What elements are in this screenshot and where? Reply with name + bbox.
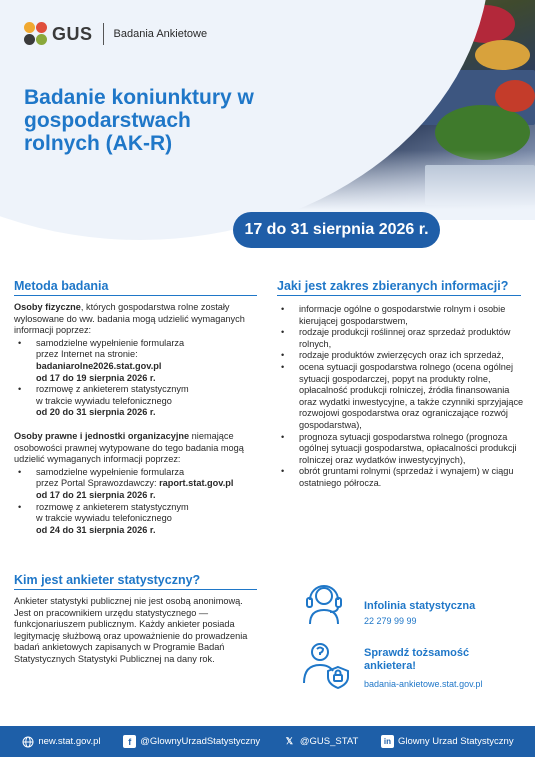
list-item: • samodzielne wypełnienie formularza przez Portal Sprawozdawczy: raport.stat.gov.pl od 17 do 21 sierpnia 2026 r. (14, 467, 262, 502)
list-item: • informacje ogólne o gospodarstwie rolnym i osobie kierującej gospodarstwem, (277, 304, 525, 327)
method-body (14, 302, 262, 536)
list-item: • rodzaje produkcji roślinnej oraz sprzedaż produktów rolnych, (277, 327, 525, 350)
portal-url-link[interactable]: raport.stat.gov.pl (159, 478, 234, 489)
list-item: • rozmowę z ankieterem statystycznym w trakcie wywiadu telefonicznego od 24 do 31 sierpnia 2026 r. (14, 502, 262, 537)
footer-web-link[interactable]: new.stat.gov.pl (21, 735, 100, 748)
date-range-badge: 17 do 31 sierpnia 2026 r. (233, 212, 440, 248)
list-item: • prognoza sytuacji gospodarstwa rolnego (prognoza ogólnej sytuacji gospodarstwa, opłacalności produkcji rolniczej oraz wydatków inwestycyjnych), (277, 432, 525, 467)
footer-linkedin-link[interactable]: in Glowny Urzad Statystyczny (381, 735, 514, 748)
list-item: • obrót gruntami rolnymi (sprzedaż i wynajem) w ciągu ostatniego półrocza. (277, 466, 525, 489)
survey-url-link[interactable]: badaniarolne2026.stat.gov.pl (36, 360, 162, 371)
footer-bar (0, 726, 535, 757)
verify-title: Sprawdź tożsamość ankietera! (364, 647, 470, 672)
natural-persons-list (14, 338, 262, 419)
logo-subtitle: Badania Ankietowe (113, 28, 208, 40)
list-item: • rodzaje produktów zwierzęcych oraz ich sprzedaż, (277, 350, 525, 362)
legal-persons-list (14, 467, 262, 537)
gus-logo (24, 22, 207, 46)
natural-persons-text: , których gospodarstwa rolne zostały wylosowane do ww. badania mogą udzielić wymaganych informacji poprzez: (14, 302, 245, 336)
footer-facebook-link[interactable]: f @GlownyUrzadStatystyczny (123, 735, 260, 748)
headset-icon (300, 578, 348, 626)
hotline-phone[interactable]: 22 279 99 99 (364, 616, 417, 626)
scope-list (277, 304, 525, 490)
interviewer-text: Ankieter statystyki publicznej nie jest osobą anonimową. Jest on pracownikiem urzędu statystycznego — funkcjonariuszem publicznym. Każdy ankieter posiada legitymację służbową oraz upoważnienie do prowadzenia badań ankietowych zapisanych w Programie Badań Statystycznych Statystyki Publicznej na dany rok. (14, 596, 248, 664)
logo-separator (103, 23, 104, 45)
list-item: • rozmowę z ankieterem statystycznym w trakcie wywiadu telefonicznego od 20 do 31 sierpnia 2026 r. (14, 384, 262, 419)
list-item: • samodzielne wypełnienie formularza przez Internet na stronie: badaniarolne2026.stat.gov.pl od 17 do 19 sierpnia 2026 r. (14, 338, 262, 384)
interviewer-body (14, 596, 260, 666)
facebook-icon: f (123, 735, 136, 748)
list-item: • ocena sytuacji gospodarstwa rolnego (ocena ogólnej sytuacji gospodarczej, popyt na produkty rolne, opłacalność produkcji rolniczej, źródła finansowania oraz wydatki inwestycyjne, a także czynniki sprzyjające rozwojowi gospodarstwa oraz ograniczające rozwój gospodarstwa), (277, 362, 525, 432)
scope-heading: Jaki jest zakres zbieranych informacji? (277, 279, 521, 296)
interviewer-heading: Kim jest ankieter statystyczny? (14, 573, 257, 590)
x-icon: 𝕏 (285, 736, 293, 746)
person-shield-icon (300, 637, 352, 689)
logo-text: GUS (52, 23, 93, 44)
method-heading: Metoda badania (14, 279, 257, 296)
scope-body (277, 303, 525, 490)
hotline-title: Infolinia statystyczna (364, 600, 476, 612)
footer-x-link[interactable]: 𝕏 @GUS_STAT (283, 735, 358, 748)
natural-persons-label: Osoby fizyczne (14, 302, 81, 312)
legal-persons-text: niemające osobowości prawnej wytypowane do tego badania mogą udzielić wymaganych informacji poprzez: (14, 430, 244, 465)
legal-persons-label: Osoby prawne i jednostki organizacyjne (14, 430, 190, 441)
globe-icon (21, 735, 34, 748)
gus-logo-mark-icon (24, 22, 48, 46)
page-title: Badanie koniunktury w gospodarstwach rolnych (AK-R) (24, 86, 254, 155)
linkedin-icon: in (381, 735, 394, 748)
verify-url-link[interactable]: badania-ankietowe.stat.gov.pl (364, 679, 483, 689)
